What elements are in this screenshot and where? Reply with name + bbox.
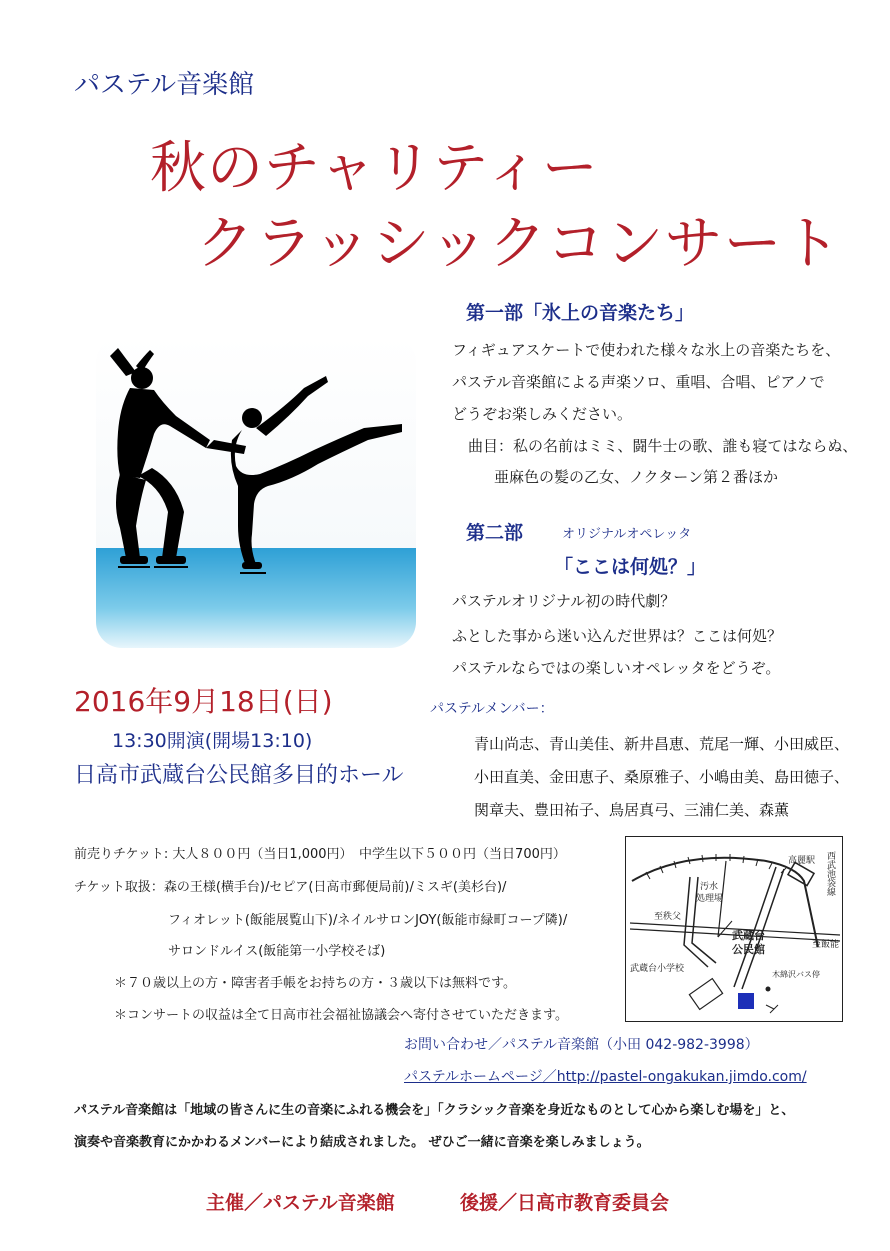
homepage-link[interactable]: パステルホームページ／http://pastel-ongakukan.jimdo.com/: [404, 1069, 807, 1085]
part1-program: 曲目：私の名前はミミ、闘牛士の歌、誰も寝てはならぬ、: [468, 437, 858, 455]
map-label-hanno: 至飯能: [812, 940, 840, 950]
part2-heading: 第二部: [466, 522, 524, 544]
ticket-note-1: ＊７０歳以上の方・障害者手帳をお持ちの方・３歳以下は無料です。: [114, 976, 516, 991]
members-heading: パステルメンバー：: [430, 701, 554, 717]
members-row-2: 小田直美、金田恵子、桑原雅子、小嶋由美、島田徳子、: [474, 768, 850, 786]
map-label-chichibu: 至秩父: [654, 912, 682, 922]
map-label-bus: 木綿沢バス停: [772, 970, 820, 979]
skaters-silhouette-icon: [96, 336, 416, 648]
map-label-venue-1: 武蔵台: [732, 929, 765, 942]
map-label-seibu: 西武池袋線: [825, 851, 835, 896]
event-venue: 日高市武蔵台公民館多目的ホール: [74, 763, 404, 788]
organizer-name: パステル音楽館: [74, 70, 255, 100]
part2-subtitle: オリジナルオペレッタ: [562, 527, 692, 542]
map-label-koma: 高麗駅: [788, 856, 816, 866]
map-label-osui: 汚水: [700, 882, 719, 892]
part2-line-2: ふとした事から迷い込んだ世界は？ここは何処？: [452, 627, 783, 645]
part2-line-3: パステルならではの楽しいオペレッタをどうぞ。: [452, 659, 781, 677]
ticket-presale: 前売りチケット: 大人８００円（当日1,000円） 中学生以下５００円（当日700円）: [74, 847, 566, 862]
map-label-shoriba: 処理場: [696, 894, 724, 904]
ticket-outlets-2: フィオレット(飯能展覧山下)/ネイルサロンJOY(飯能市緑町コープ隣)/: [168, 913, 568, 928]
part2-line-1: パステルオリジナル初の時代劇？: [452, 592, 676, 610]
part2-work-title: 「ここは何処？」: [554, 556, 707, 578]
ticket-outlets-3: サロンドルイス(飯能第一小学校そば): [168, 944, 386, 959]
contact-inquiry: お問い合わせ／パステル音楽館（小田 042-982-3998）: [404, 1037, 759, 1053]
part1-heading: 第一部「氷上の音楽たち」: [466, 302, 695, 324]
part1-program-2: 亜麻色の髪の乙女、ノクターン第２番ほか: [494, 468, 778, 486]
supporter-credit: 後援／日高市教育委員会: [460, 1192, 670, 1214]
title-line-2: クラッシックコンサート: [196, 209, 842, 277]
title-line-1: 秋のチャリティー: [150, 136, 599, 201]
ticket-outlets: チケット取扱：森の王様(横手台)/セピア(日高市郵便局前)/ミスギ(美杉台)/: [74, 880, 507, 895]
ticket-note-2: ＊コンサートの収益は全て日高市社会福祉協議会へ寄付させていただきます。: [114, 1008, 568, 1023]
event-time: 13:30開演(開場13:10): [112, 730, 313, 752]
footer-line-2: 演奏や音楽教育にかかわるメンバーにより結成されました。 ぜひご一緒に音楽を楽しみましょう。: [74, 1135, 650, 1150]
organizer-credit: 主催／パステル音楽館: [206, 1192, 395, 1214]
part1-line-1: フィギュアスケートで使われた様々な氷上の音楽たちを、: [452, 341, 841, 359]
figure-skaters-illustration: [96, 336, 416, 648]
part1-line-2: パステル音楽館による声楽ソロ、重唱、合唱、ピアノで: [452, 373, 825, 391]
map-label-venue-2: 公民館: [732, 943, 765, 956]
members-row-1: 青山尚志、青山美佳、新井昌恵、荒尾一輝、小田威臣、: [474, 735, 850, 753]
members-row-3: 関章夫、豊田祐子、鳥居真弓、三浦仁美、森薫: [474, 801, 790, 819]
part1-line-3: どうぞお楽しみください。: [452, 405, 633, 423]
event-date: 2016年9月18日(日): [74, 685, 333, 718]
footer-line-1: パステル音楽館は「地域の皆さんに生の音楽にふれる機会を」「クラシック音楽を身近なものとして心から楽しむ場を」と、: [74, 1103, 795, 1118]
access-map: [625, 836, 843, 1022]
map-label-school: 武蔵台小学校: [630, 964, 685, 974]
